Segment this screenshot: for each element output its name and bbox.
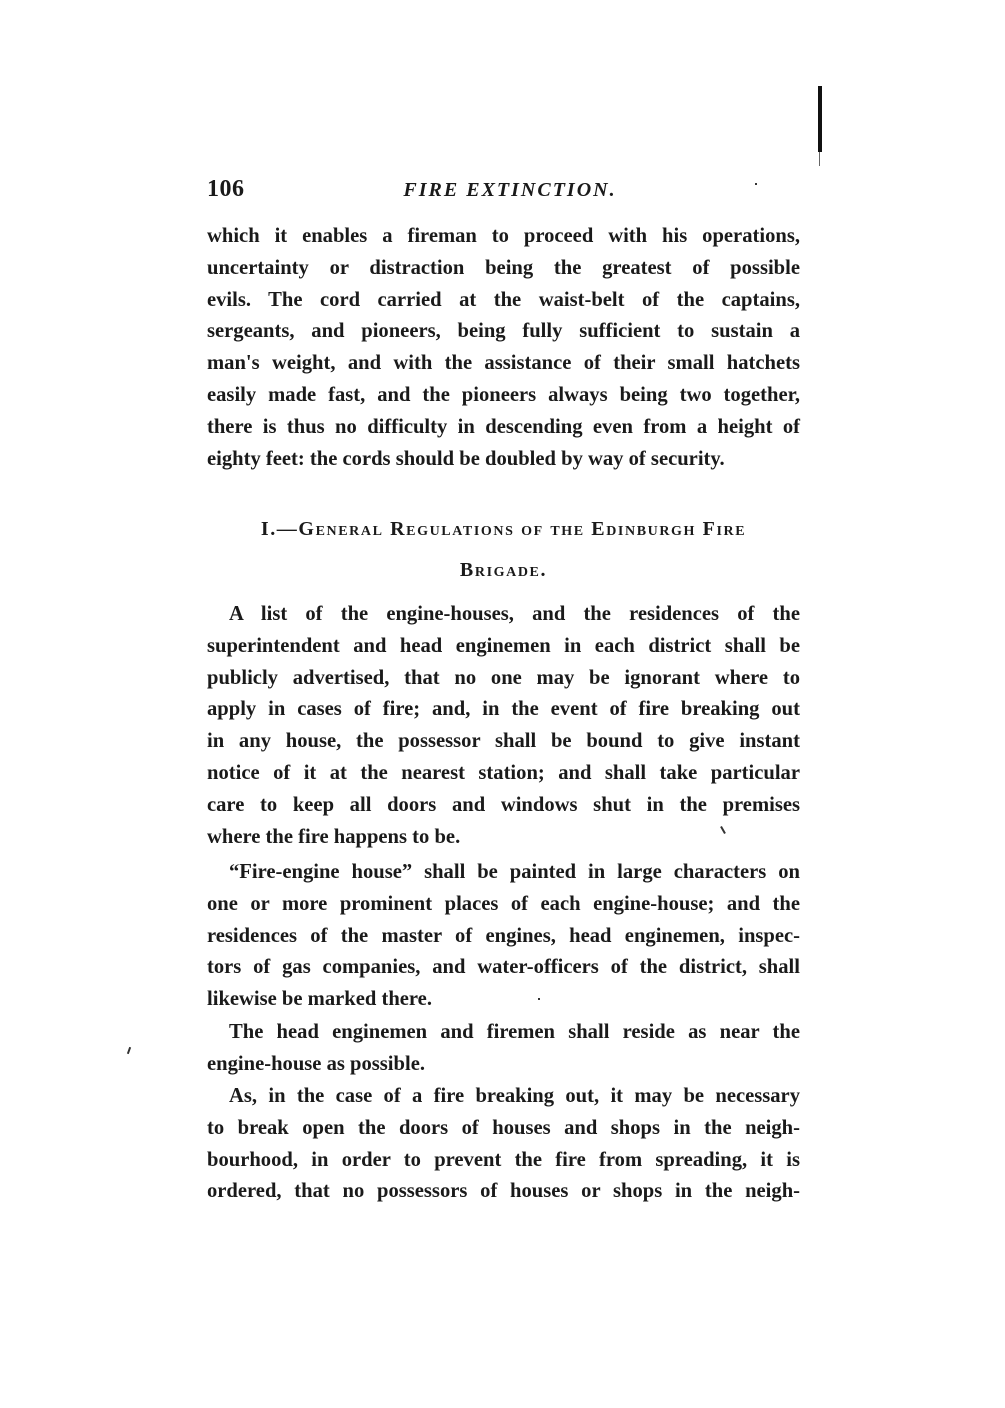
text-line: eighty feet: the cords should be doubled by way of security.: [207, 447, 725, 470]
text-line: superintendent and head enginemen in each district shall be: [207, 634, 800, 657]
continued-paragraph: [207, 221, 800, 475]
text-line: residences of the master of engines, head enginemen, inspec-: [207, 924, 800, 947]
text-line: A list of the engine-houses, and the residences of the: [229, 603, 800, 625]
page-edge-mark-tail: [819, 152, 820, 166]
text-line: engine-house as possible.: [207, 1052, 425, 1075]
text-line: to break open the doors of houses and shops in the neigh-: [207, 1116, 800, 1139]
text-line: likewise be marked there.: [207, 988, 432, 1011]
running-head: FIRE EXTINCTION.: [403, 179, 617, 201]
text-line: sergeants, and pioneers, being fully sufficient to sustain a: [207, 320, 800, 343]
text-line: apply in cases of fire; and, in the event of fire breaking out: [207, 698, 800, 721]
paragraph-breaking-doors: [207, 1081, 800, 1208]
page-number: 106: [207, 176, 245, 202]
text-line: one or more prominent places of each engine-house; and the: [207, 892, 800, 915]
text-line: “Fire-engine house” shall be painted in large characters on: [229, 861, 800, 883]
text-line: there is thus no difficulty in descending even from a height of: [207, 415, 800, 438]
text-line: easily made fast, and the pioneers always being two together,: [207, 383, 800, 406]
text-line: in any house, the possessor shall be bound to give instant: [207, 730, 800, 753]
text-line: ordered, that no possessors of houses or shops in the neigh-: [207, 1180, 800, 1203]
text-line: man's weight, and with the assistance of their small hatchets: [207, 352, 800, 375]
print-speck: [127, 1047, 131, 1054]
paragraph-engine-houses: [207, 599, 800, 853]
text-line: As, in the case of a fire breaking out, it may be necessary: [229, 1085, 800, 1107]
text-line: which it enables a fireman to proceed with his operations,: [207, 225, 800, 247]
page-header: [207, 176, 807, 206]
text-line: bourhood, in order to prevent the fire from spreading, it is: [207, 1148, 800, 1171]
text-line: where the fire happens to be.: [207, 825, 461, 848]
text-line: evils. The cord carried at the waist-belt of the captains,: [207, 288, 800, 311]
section-heading-line: Brigade.: [459, 559, 548, 581]
section-heading-line: I.—General Regulations of the Edinburgh Fire: [260, 518, 747, 540]
section-heading: [207, 509, 800, 591]
print-speck: [538, 998, 540, 1000]
text-line: The head enginemen and firemen shall reside as near the: [229, 1021, 800, 1043]
print-speck: [755, 183, 757, 185]
text-line: care to keep all doors and windows shut in the premises: [207, 793, 800, 816]
text-line: uncertainty or distraction being the greatest of possible: [207, 256, 800, 279]
paragraph-fire-engine-house-sign: [207, 857, 800, 1016]
text-line: publicly advertised, that no one may be ignorant where to: [207, 666, 800, 689]
page-edge-mark: [818, 86, 822, 152]
text-line: tors of gas companies, and water-officers of the district, shall: [207, 956, 800, 979]
paragraph-residence: [207, 1017, 800, 1081]
text-line: notice of it at the nearest station; and shall take particular: [207, 761, 800, 784]
